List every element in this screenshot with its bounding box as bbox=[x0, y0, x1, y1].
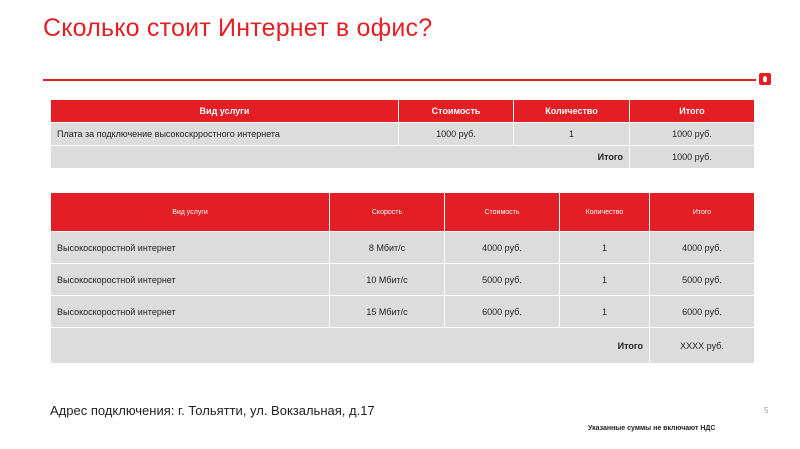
cell-total: 4000 руб. bbox=[650, 232, 755, 264]
cell-cost: 5000 руб. bbox=[445, 264, 560, 296]
column-header-quantity: Количество bbox=[560, 193, 650, 232]
column-header-total: Итого bbox=[650, 193, 755, 232]
column-header-cost: Стоимость bbox=[445, 193, 560, 232]
total-value: 1000 руб. bbox=[630, 146, 755, 169]
slide-title: Сколько стоит Интернет в офис? bbox=[43, 14, 433, 42]
cell-quantity: 1 bbox=[560, 296, 650, 328]
table-total-row bbox=[51, 328, 755, 364]
cell-service: Высокоскоростной интернет bbox=[51, 232, 330, 264]
cell-speed: 15 Мбит/с bbox=[330, 296, 445, 328]
cell-cost: 1000 руб. bbox=[399, 123, 514, 146]
internet-tariffs-table bbox=[50, 192, 755, 364]
table-total-row bbox=[51, 146, 755, 169]
total-label: Итого bbox=[51, 328, 650, 364]
cell-total: 1000 руб. bbox=[630, 123, 755, 146]
cell-quantity: 1 bbox=[560, 232, 650, 264]
brand-logo-icon bbox=[759, 73, 771, 85]
column-header-speed: Скорость bbox=[330, 193, 445, 232]
connection-address: Адрес подключения: г. Тольятти, ул. Вокзальная, д.17 bbox=[50, 403, 375, 418]
cell-speed: 10 Мбит/с bbox=[330, 264, 445, 296]
column-header-cost: Стоимость bbox=[399, 100, 514, 123]
cell-service: Высокоскоростной интернет bbox=[51, 264, 330, 296]
cell-service: Высокоскоростной интернет bbox=[51, 296, 330, 328]
table-row bbox=[51, 264, 755, 296]
cell-speed: 8 Мбит/с bbox=[330, 232, 445, 264]
total-label: Итого bbox=[51, 146, 630, 169]
cell-service: Плата за подключение высокоскрростного интернета bbox=[51, 123, 399, 146]
table-header-row bbox=[51, 100, 755, 123]
total-value: ХХХХ руб. bbox=[650, 328, 755, 364]
connection-cost-table bbox=[50, 99, 755, 169]
column-header-service: Вид услуги bbox=[51, 193, 330, 232]
table-row bbox=[51, 296, 755, 328]
column-header-total: Итого bbox=[630, 100, 755, 123]
cell-total: 6000 руб. bbox=[650, 296, 755, 328]
cell-quantity: 1 bbox=[560, 264, 650, 296]
column-header-quantity: Количество bbox=[514, 100, 630, 123]
column-header-service: Вид услуги bbox=[51, 100, 399, 123]
vat-note: Указанные суммы не включают НДС bbox=[588, 425, 716, 432]
table-row bbox=[51, 232, 755, 264]
cell-total: 5000 руб. bbox=[650, 264, 755, 296]
cell-cost: 4000 руб. bbox=[445, 232, 560, 264]
title-divider bbox=[43, 79, 756, 81]
cell-cost: 6000 руб. bbox=[445, 296, 560, 328]
page-number: 5 bbox=[764, 406, 769, 415]
table-row bbox=[51, 123, 755, 146]
cell-quantity: 1 bbox=[514, 123, 630, 146]
table-header-row bbox=[51, 193, 755, 232]
